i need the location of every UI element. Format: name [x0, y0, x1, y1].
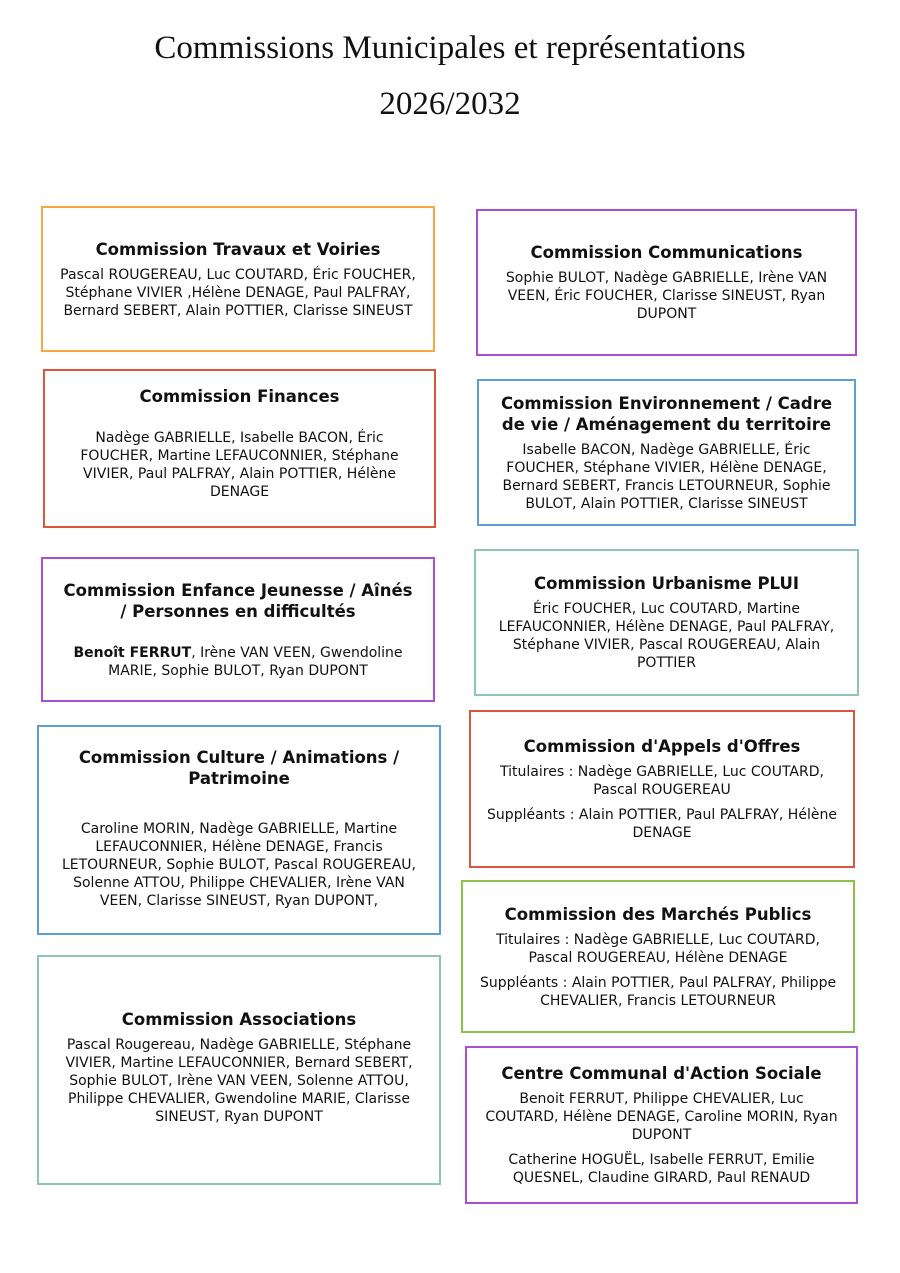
commission-travaux-title: Commission Travaux et Voiries: [95, 239, 381, 259]
commission-travaux-members: Pascal ROUGEREAU, Luc COUTARD, Éric FOUCHER, Stéphane VIVIER ,Hélène DENAGE, Paul PALFRAY, Bernard SEBERT, Alain POTTIER, Clarisse SINEUST: [60, 266, 416, 319]
commission-enfance-others: , Irène VAN VEEN, Gwendoline MARIE, Sophie BULOT, Ryan DUPONT: [108, 644, 403, 679]
commission-enfance-title: Commission Enfance Jeunesse / Aînés / Personnes en difficultés: [63, 580, 413, 621]
commission-associations-title: Commission Associations: [121, 1010, 357, 1029]
page-title: Commissions Municipales et représentations: [154, 30, 746, 66]
commission-appels-offres-suppleants: Suppléants : Alain POTTIER, Paul PALFRAY, Hélène DENAGE: [487, 807, 837, 841]
commission-environnement-card: [477, 379, 856, 526]
commission-appels-offres-card: [469, 710, 855, 868]
commission-marches-titulaires: Titulaires : Nadège GABRIELLE, Luc COUTARD, Pascal ROUGEREAU, Hélène DENAGE: [496, 931, 820, 966]
commission-marches-title: Commission des Marchés Publics: [504, 904, 812, 924]
commission-enfance-members: [59, 644, 417, 680]
commission-urbanisme-title: Commission Urbanisme PLUI: [534, 574, 799, 593]
commission-urbanisme-members: Éric FOUCHER, Luc COUTARD, Martine LEFAUCONNIER, Hélène DENAGE, Paul PALFRAY, Stéphane VIVIER, Pascal ROUGEREAU, Alain POTTIER: [498, 601, 835, 671]
commission-communications-members: Sophie BULOT, Nadège GABRIELLE, Irène VAN VEEN, Éric FOUCHER, Clarisse SINEUST, Ryan DUPONT: [505, 270, 828, 322]
commission-finances-members: Nadège GABRIELLE, Isabelle BACON, Éric FOUCHER, Martine LEFAUCONNIER, Stéphane VIVIER, Paul PALFRAY, Alain POTTIER, Hélène DENAGE: [80, 430, 399, 500]
commission-communications-title: Commission Communications: [530, 243, 803, 262]
commission-marches-card: [461, 880, 855, 1033]
commission-associations-card: [37, 955, 441, 1185]
commission-urbanisme-card: [474, 549, 859, 696]
commission-enfance-lead: Benoît FERRUT: [73, 644, 192, 661]
commission-travaux-card: [41, 206, 435, 352]
commission-finances-card: [43, 369, 436, 528]
ccas-members-extra: Catherine HOGUËL, Isabelle FERRUT, Emilie QUESNEL, Claudine GIRARD, Paul RENAUD: [508, 1152, 815, 1186]
ccas-title: Centre Communal d'Action Sociale: [501, 1064, 822, 1083]
commission-communications-card: [476, 209, 857, 356]
commission-associations-members: Pascal Rougereau, Nadège GABRIELLE, Stéphane VIVIER, Martine LEFAUCONNIER, Bernard SEBERT, Sophie BULOT, Irène VAN VEEN, Solenne ATTOU, Philippe CHEVALIER, Gwendoline MARIE, Clarisse SINEUST, Ryan DUPONT: [65, 1037, 413, 1125]
ccas-card: [465, 1046, 858, 1204]
commission-environnement-members: Isabelle BACON, Nadège GABRIELLE, Éric FOUCHER, Stéphane VIVIER, Hélène DENAGE, Bernard SEBERT, Francis LETOURNEUR, Sophie BULOT, Alain POTTIER, Clarisse SINEUST: [502, 441, 831, 512]
commission-appels-offres-title: Commission d'Appels d'Offres: [523, 737, 801, 756]
ccas-members: Benoit FERRUT, Philippe CHEVALIER, Luc COUTARD, Hélène DENAGE, Caroline MORIN, Ryan DUPONT: [485, 1091, 838, 1143]
commission-culture-title: Commission Culture / Animations / Patrimoine: [78, 748, 400, 788]
commission-marches-suppleants: Suppléants : Alain POTTIER, Paul PALFRAY, Philippe CHEVALIER, Francis LETOURNEUR: [479, 974, 837, 1009]
commission-environnement-title: Commission Environnement / Cadre de vie / Aménagement du territoire: [500, 393, 833, 434]
commission-enfance-card: [41, 557, 435, 702]
commission-appels-offres-titulaires: Titulaires : Nadège GABRIELLE, Luc COUTARD, Pascal ROUGEREAU: [500, 764, 824, 798]
commission-finances-title: Commission Finances: [139, 387, 340, 406]
commission-culture-members: Caroline MORIN, Nadège GABRIELLE, Martine LEFAUCONNIER, Hélène DENAGE, Francis LETOURNEUR, Sophie BULOT, Pascal ROUGEREAU, Solenne ATTOU, Philippe CHEVALIER, Irène VAN VEEN, Clarisse SINEUST, Ryan DUPONT,: [61, 821, 416, 909]
page-period: 2026/2032: [379, 86, 521, 122]
commission-culture-card: [37, 725, 441, 935]
